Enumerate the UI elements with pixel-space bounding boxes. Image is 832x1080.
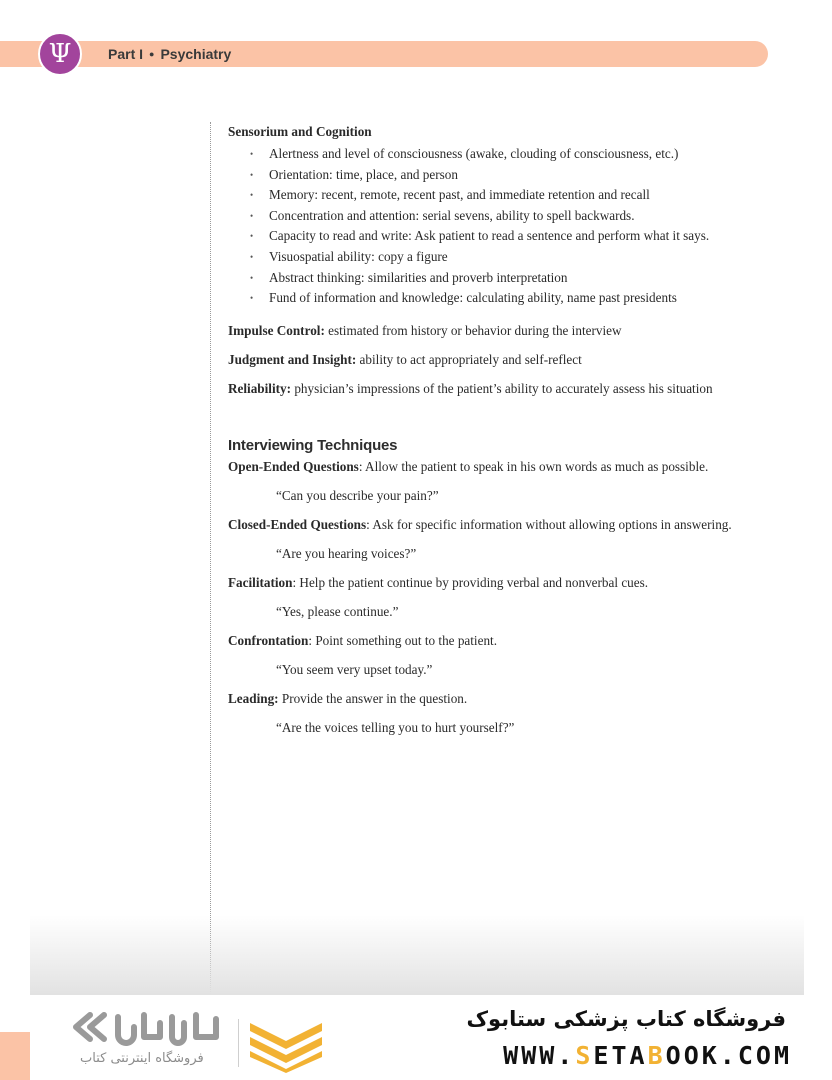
dotted-margin-rule [210, 122, 211, 1002]
section-title-sensorium: Sensorium and Cognition [228, 124, 372, 139]
definition: Provide the answer in the question. [278, 690, 468, 706]
term: Facilitation [228, 574, 293, 590]
page-content [228, 122, 788, 738]
list-item: • Orientation: time, place, and person [250, 165, 788, 186]
sensorium-list [228, 144, 788, 309]
footer-accent-block [0, 1032, 30, 1080]
watermark-footer [0, 995, 832, 1080]
reliability-paragraph [228, 379, 788, 399]
term: Judgment and Insight: [228, 351, 357, 367]
term: Reliability: [228, 380, 292, 396]
psi-badge-icon: Ψ [38, 32, 82, 76]
definition: : Allow the patient to speak in his own words as much as possible. [358, 458, 709, 474]
url-part-highlight: S [575, 1041, 594, 1070]
definition: : Ask for specific information without allowing options in answering. [366, 516, 732, 532]
example-quote: “You seem very upset today.” [276, 661, 433, 677]
definition: : Point something out to the patient. [308, 632, 498, 648]
logo-subtitle: فروشگاه اینترنتی کتاب [80, 1051, 204, 1066]
technique-open-ended [228, 457, 788, 477]
store-url [503, 1041, 792, 1070]
book-stack-logo-icon [248, 1017, 324, 1073]
section-heading-interviewing: Interviewing Techniques [228, 436, 398, 454]
chapter-label: Psychiatry [160, 46, 232, 62]
list-item: • Abstract thinking: similarities and proverb interpretation [250, 268, 788, 289]
term: Confrontation [228, 632, 309, 648]
technique-confrontation [228, 631, 788, 651]
term: Leading: [228, 690, 279, 706]
judgment-insight-paragraph [228, 350, 788, 370]
setabook-wordmark-logo-icon [68, 1007, 228, 1047]
list-item: • Capacity to read and write: Ask patient to read a sentence and perform what it says. [250, 226, 788, 247]
definition: : Help the patient continue by providing verbal and nonverbal cues. [292, 574, 649, 590]
logo-divider [238, 1019, 239, 1067]
list-item: • Fund of information and knowledge: calculating ability, name past presidents [250, 288, 788, 309]
term: Open-Ended Questions [228, 458, 359, 474]
url-part: ETA [593, 1041, 648, 1070]
example-quote: “Can you describe your pain?” [276, 487, 439, 503]
impulse-control-paragraph [228, 321, 788, 341]
part-label: Part I [108, 46, 144, 62]
list-item: • Concentration and attention: serial sevens, ability to spell backwards. [250, 206, 788, 227]
url-part: OOK.COM [665, 1041, 792, 1070]
definition: estimated from history or behavior during the interview [324, 322, 622, 338]
url-part: WWW. [503, 1041, 576, 1070]
technique-closed-ended [228, 515, 788, 535]
bottom-shadow [30, 915, 804, 995]
definition: physician’s impressions of the patient’s ability to accurately assess his situation [291, 380, 713, 396]
example-quote: “Are the voices telling you to hurt yourself?” [276, 719, 515, 735]
list-item: • Memory: recent, remote, recent past, and immediate retention and recall [250, 185, 788, 206]
list-item: • Alertness and level of consciousness (awake, clouding of consciousness, etc.) [250, 144, 788, 165]
definition: ability to act appropriately and self-reflect [356, 351, 582, 367]
store-name: فروشگاه کتاب پزشکی ستابوک [466, 1007, 786, 1031]
technique-leading [228, 689, 788, 709]
term: Closed-Ended Questions [228, 516, 367, 532]
list-item: • Visuospatial ability: copy a figure [250, 247, 788, 268]
technique-facilitation [228, 573, 788, 593]
running-header [108, 45, 231, 63]
url-part-highlight: B [647, 1041, 666, 1070]
example-quote: “Yes, please continue.” [276, 603, 399, 619]
example-quote: “Are you hearing voices?” [276, 545, 417, 561]
bullet-dot-icon: ● [149, 49, 155, 59]
term: Impulse Control: [228, 322, 325, 338]
